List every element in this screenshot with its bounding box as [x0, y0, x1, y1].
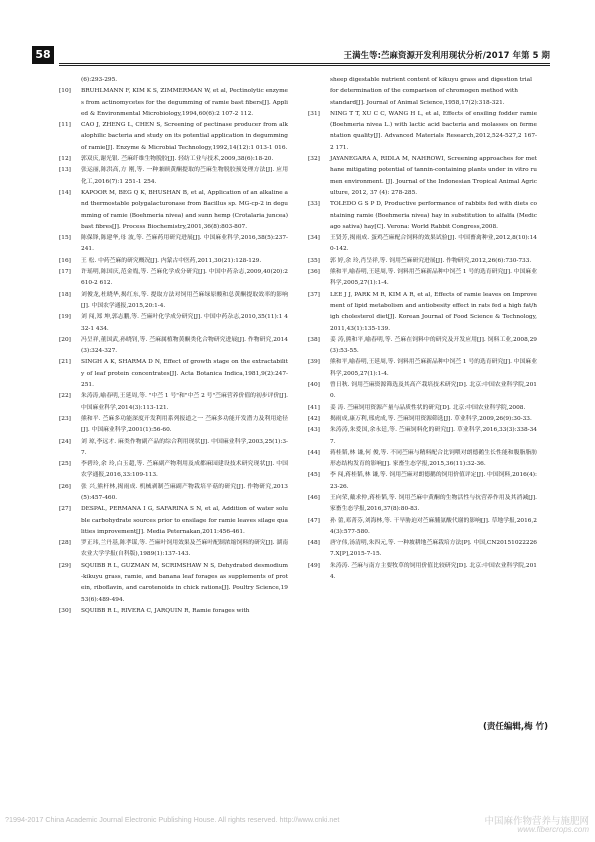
reference-text: 陈保锋,陈建华,母 波,等. 苎麻药用研究进展[J]. 中国麻业科学,2016,38(5):237-241.	[81, 235, 288, 253]
reference-item	[59, 256, 288, 267]
reference-text: 熊和平,喻春明,王延周,等. 饲料用苎麻新品种中饲苎 1 号的选育研究[J]. 中国麻业科学,2005,27(1):1-4.	[330, 269, 537, 287]
reference-text: 朱涛涛. 苎麻与南方主要牧草的饲用价值比较研究[D]. 北京:中国农业科学院,2014.	[330, 562, 537, 581]
reference-text: DESPAL, PERMANA I G, SAFARINA S N, et al, Addition of water soluble carbohydrate sources prior to ensilage for ramie leaves silage qualities improvement[J]. Media Peternakan,2011:456-461.	[81, 506, 288, 535]
header-rule-double	[59, 65, 550, 66]
reference-number: [16]	[59, 257, 71, 264]
reference-text: 揭雨成,康万利,邢虎成,等. 苎麻饲用资源筛选[J]. 草业科学,2009,26(9):30-33.	[330, 415, 532, 422]
reference-item	[59, 504, 288, 538]
reference-continuation: (6):293-295.	[81, 77, 118, 83]
reference-number: [48]	[308, 540, 320, 547]
reference-item	[59, 267, 288, 290]
reference-number: [36]	[308, 269, 320, 276]
reference-continuation: sheep digestable nutrient content of kikuyu grass and digestion trial for determination of the comparison of chromogen method with standard[J]. Journal of Animal Science,1958,17(2):318-321.	[330, 77, 532, 106]
reference-item	[308, 448, 537, 471]
reference-number: [38]	[308, 336, 320, 343]
reference-number: [10]	[59, 88, 71, 95]
reference-number: [45]	[308, 472, 320, 479]
reference-text: 王 松. 中药苎麻的研究概况[J]. 内蒙古中医药,2011,30(21):128-129.	[81, 257, 262, 264]
reference-number: [12]	[59, 156, 71, 163]
reference-item	[308, 267, 537, 290]
reference-text: 曾日秋. 饲用苎麻资源筛选及其高产栽培技术研究[D]. 北京:中国农业科学院,2010.	[330, 382, 537, 400]
reference-item	[59, 290, 288, 313]
reference-number: [40]	[308, 382, 320, 389]
reference-text: 郭 婷,余 玲,肖呈祥,等. 饲用苎麻研究进展[J]. 作物研究,2012,26(6):730-733.	[330, 257, 532, 264]
reference-text: 张运丽,陈洪高,方 刚,等. 一种兼顾黄酮提取的苎麻生物脱胶预处理方法[J]. 应用化工,2016(7):1 251-1 254.	[81, 167, 288, 185]
reference-item	[59, 154, 288, 165]
reference-text: JAYANEGARA A, RIDLA M, NAHROWI, Screening approaches for methane mitigating potential of tannin-containing plants under in vitro rumen environment. [J]. Journal of the Indonesian Tropical Animal Agriculture, 2012, 37 (4): 278-285.	[330, 156, 537, 196]
reference-item	[59, 482, 288, 505]
reference-item	[59, 538, 288, 561]
reference-item	[308, 414, 537, 425]
reference-number: [24]	[59, 438, 71, 445]
reference-number: [14]	[59, 189, 71, 196]
reference-text: 熊和平. 苎麻多功能深度开发利用系列报道之一 苎麻多功能开发潜力及利用途径[J]. 中国麻业科学,2001(1):56-60.	[81, 415, 288, 434]
page-number: 58	[32, 46, 54, 64]
reference-text: 刘 闯,郑 坤,郭志鹏,等. 苎麻叶化学成分研究[J]. 中国中药杂志,2010,35(11):1 432-1 434.	[81, 314, 288, 332]
site-watermark: 中国麻作物营养与施肥网	[484, 816, 589, 827]
reference-number: [42]	[308, 415, 320, 422]
right-reference-list	[308, 109, 537, 583]
reference-number: [32]	[308, 156, 320, 163]
reference-item	[59, 391, 288, 414]
reference-item	[308, 425, 537, 448]
reference-text: SINGH A K, SHARMA D N, Effect of growth stage on the extractability of leaf protein concentrates[J]. Acta Botanica Indica,1981,9(2):247-251.	[81, 359, 288, 389]
reference-text: 朱涛涛,喻春明,王延周,等. "中苎 1 号"和"中苎 2 号"苎麻营养价值的初步评价[J]. 中国麻业科学,2014(3):113-121.	[81, 393, 288, 411]
reference-number: [26]	[59, 483, 71, 490]
reference-text: SQUIBB R L, GUZMAN M, SCRIMSHAW N S, Dehydrated desmodium-kikuyu grass, ramie, and banana leaf forages as supplements of protein, riboflavin, and carotenoids in chick rations[J]. Poultry Science,1953(6):489-494.	[81, 562, 288, 603]
reference-number: [49]	[308, 562, 320, 569]
left-column	[59, 75, 288, 617]
reference-text: TOLEDO G S P D, Productive performance of rabbits fed with diets containing ramie (Boehmeria nivea) hay in substitution to alfalfa (Medicago sativa) hay[C]. Verona: World Rabbit Congress,2008.	[330, 201, 537, 230]
editor-credit: (责任编辑,梅 竹)	[483, 722, 548, 732]
reference-item	[308, 154, 537, 199]
reference-item	[59, 120, 288, 154]
reference-text: 朱涛涛,朱爱国,余永廷,等. 苎麻饲料化的研究[J]. 草业科学,2016,33(3):338-347.	[330, 427, 537, 445]
copyright-notice: ?1994-2017 China Academic Journal Electronic Publishing House. All rights reserved. http://www.cnki.net	[5, 815, 340, 824]
reference-number: [33]	[308, 201, 320, 208]
reference-item	[308, 403, 537, 414]
reference-item	[59, 414, 288, 437]
reference-item	[59, 437, 288, 460]
reference-item	[308, 516, 537, 539]
reference-number: [28]	[59, 540, 71, 547]
reference-item	[59, 233, 288, 256]
reference-text: 刘 琼,李远才. 麻类作物副产品的综合利用现状[J]. 中国麻业科学,2003,25(1):3-7.	[81, 438, 288, 456]
header-rule	[59, 63, 550, 64]
reference-number: [11]	[59, 122, 71, 129]
reference-text: 王向荣,戴求仲,蒋桂韬,等. 饲用苎麻中黄酮的生物活性与抗营养作用及其消减[J]. 家畜生态学报,2016,37(8):80-83.	[330, 494, 537, 513]
reference-item	[59, 357, 288, 391]
reference-item	[59, 188, 288, 233]
reference-number: [22]	[59, 393, 71, 400]
reference-number: [37]	[308, 291, 320, 298]
reference-text: 冯呈祥,董国武,孙晓钊,等. 苎麻属植物黄酮类化合物研究进展[J]. 作物研究,2014(3):324-327.	[81, 336, 288, 355]
reference-item	[59, 165, 288, 188]
reference-item	[308, 290, 537, 335]
reference-text: SQUIBB R L, RIVERA C, JARQUIN R, Ramie forages with	[81, 607, 250, 614]
reference-number: [13]	[59, 167, 71, 174]
reference-number: [41]	[308, 404, 320, 411]
reference-number: [29]	[59, 562, 71, 569]
reference-number: [18]	[59, 291, 71, 298]
reference-number: [44]	[308, 449, 320, 456]
reference-text: KAPOOR M, BEG Q K, BHUSHAN B, et al, Application of an alkaline and thermostable polygalacturonase from Bacillus sp. MG-cp-2 in degumming of ramie (Boehmeria nivea) and sunn hemp (Crotalaria juncea) bast fibres[J]. Process Biochemistry,2001,36(8):803-807.	[81, 189, 288, 230]
reference-number: [46]	[308, 494, 320, 501]
reference-text: NING T T, XU C C, WANG H L, et al, Effects of ensiling fodder ramie (Boehmeria nivea L.) with lactic acid bacteria and molasses on fermentation quality[J]. Advanced Materials Research,2012,524-527,2 167-2 171.	[330, 110, 537, 151]
reference-number: [21]	[59, 359, 71, 366]
reference-number: [31]	[308, 110, 320, 117]
reference-text: BRUHLMANN F, KIM K S, ZIMMERMAN W, et al, Pectinolytic enzymes from actinomycetes for the degumming of ramie bast fibers[J]. Applied & Environmental Microbiology,1994,60(6):2 107-2 112.	[81, 88, 288, 117]
reference-item	[59, 312, 288, 335]
reference-number: [39]	[308, 359, 320, 366]
page-footer	[0, 813, 595, 834]
reference-text: 熊和平,喻春明,王延周,等. 饲料用苎麻新品种中饲苎 1 号的选育研究[J]. 中国麻业科学,2005,27(1):1-4.	[330, 359, 537, 377]
reference-text: 张 兴,熊杆林,揭雨成. 机械剥制苎麻副产物栽培平菇的研究[J]. 作物研究,2013(5):457-460.	[81, 483, 288, 501]
reference-text: 郭双庆,谢光银. 苎麻纤维生物脱胶[J]. 轻纺工业与技术,2009,38(6):18-20.	[81, 156, 274, 163]
reference-item	[308, 109, 537, 154]
right-column	[308, 75, 537, 583]
reference-number: [30]	[59, 607, 71, 614]
reference-number: [17]	[59, 269, 71, 276]
reference-item	[308, 357, 537, 380]
reference-text: LEE J J, PARK M R, KIM A R, et al, Effects of ramie leaves on Improvement of lipid metabolism and antiobesity effect in rats fed a high fat/high cholesterol diet[J]. Korean Journal of Food Science & Technology,2011,43(1):135-139.	[330, 291, 537, 332]
reference-number: [25]	[59, 461, 71, 468]
reference-item	[59, 335, 288, 358]
reference-text: 王贤芳,揭雨成. 蛋鸡苎麻配合饲料的效果试验[J]. 中国畜禽种业,2012,8(10):140-142.	[330, 235, 537, 253]
reference-text: 孙 蕾,邓菁芬,刘海林,等. 干旱胁迫对苎麻脯氨酸代谢的影响[J]. 草地学报,2016,24(3):577-580.	[330, 517, 537, 535]
reference-text: 李碧玲,余 玲,白玉超,等. 苎麻副产物利用及成都麻园建设技术研究现状[J]. 中国农学通报,2016,33:109-113.	[81, 461, 288, 479]
reference-item	[308, 256, 537, 267]
reference-text: CAO J, ZHENG L, CHEN S, Screening of pectinase producer from alkalophilic bacteria and study on its potential application in degumming of ramie[J]. Enzyme & Microbial Technology,1992,14(12):1 013-1 016.	[81, 122, 288, 151]
reference-number: [27]	[59, 506, 71, 513]
reference-item	[308, 335, 537, 358]
reference-text: 刘俊龙,杜晓华,揭红东,等. 提取方法对饲用苎麻绿原酸和总黄酮提取效率的影响[J]. 中国农学通报,2015,20:1-4.	[81, 291, 288, 309]
reference-item	[308, 538, 537, 561]
reference-item	[308, 233, 537, 256]
reference-number: [19]	[59, 314, 71, 321]
reference-number: [23]	[59, 415, 71, 422]
reference-text: 许瑶明,陈国庆,范金胤,等. 苎麻化学成分研究[J]. 中国中药杂志,2009,40(20):2 610-2 612.	[81, 269, 288, 287]
reference-number: [43]	[308, 427, 320, 434]
reference-number: [47]	[308, 517, 320, 524]
reference-text: 姜 涛. 苎麻饲用资源产量与品质性状的研究[D]. 北京:中国农业科学院,2008.	[330, 404, 526, 411]
reference-text: 李 闯,蒋桂韬,林 谦,等. 饲用苎麻对朗德鹅的饲用价值评定[J]. 中国饲料,2016(4):23-26.	[330, 472, 537, 490]
reference-item	[59, 459, 288, 482]
reference-text: 姜 涛,熊和平,喻春明,等. 苎麻在饲料中的研究及开发应用[J]. 饲料工业,2008,29(3):53-55.	[330, 336, 537, 355]
running-head: 王满生等:苎麻资源开发利用现状分析/2017 年第 5 期	[343, 50, 550, 60]
reference-item	[308, 493, 537, 516]
reference-item	[308, 561, 537, 584]
reference-number: [15]	[59, 235, 71, 242]
reference-item	[308, 199, 537, 233]
reference-item	[308, 380, 537, 403]
reference-item	[59, 561, 288, 606]
reference-number: [34]	[308, 235, 320, 242]
reference-item	[59, 86, 288, 120]
reference-text: 唐守伟,汤清明,朱四元,等. 一种坡耕地苎麻栽培方法[P]. 中国,CN201510222267.X[P],2015-7-15.	[330, 540, 537, 558]
reference-text: 蒋桂韬,林 谦,何 俊,等. 不同苎麻与精料配合比饲喂对朗德鹅生长性能和腹脂脂肪形态结构发育的影响[J]. 家畜生态学报,2015,36(11):32-36.	[330, 449, 537, 468]
reference-text: 罗正玮,兰丹基,陈孝谋,等. 苎麻叶饲用效果及苎麻叶配制浓缩饲料的研究[J]. 湖南农业大学学报(自科版),1989(1):137-143.	[81, 540, 288, 558]
reference-number: [20]	[59, 336, 71, 343]
reference-number: [35]	[308, 257, 320, 264]
reference-item	[308, 470, 537, 493]
reference-item	[59, 606, 288, 617]
left-reference-list	[59, 86, 288, 617]
site-watermark-url: www.fibercrops.com	[517, 825, 589, 834]
